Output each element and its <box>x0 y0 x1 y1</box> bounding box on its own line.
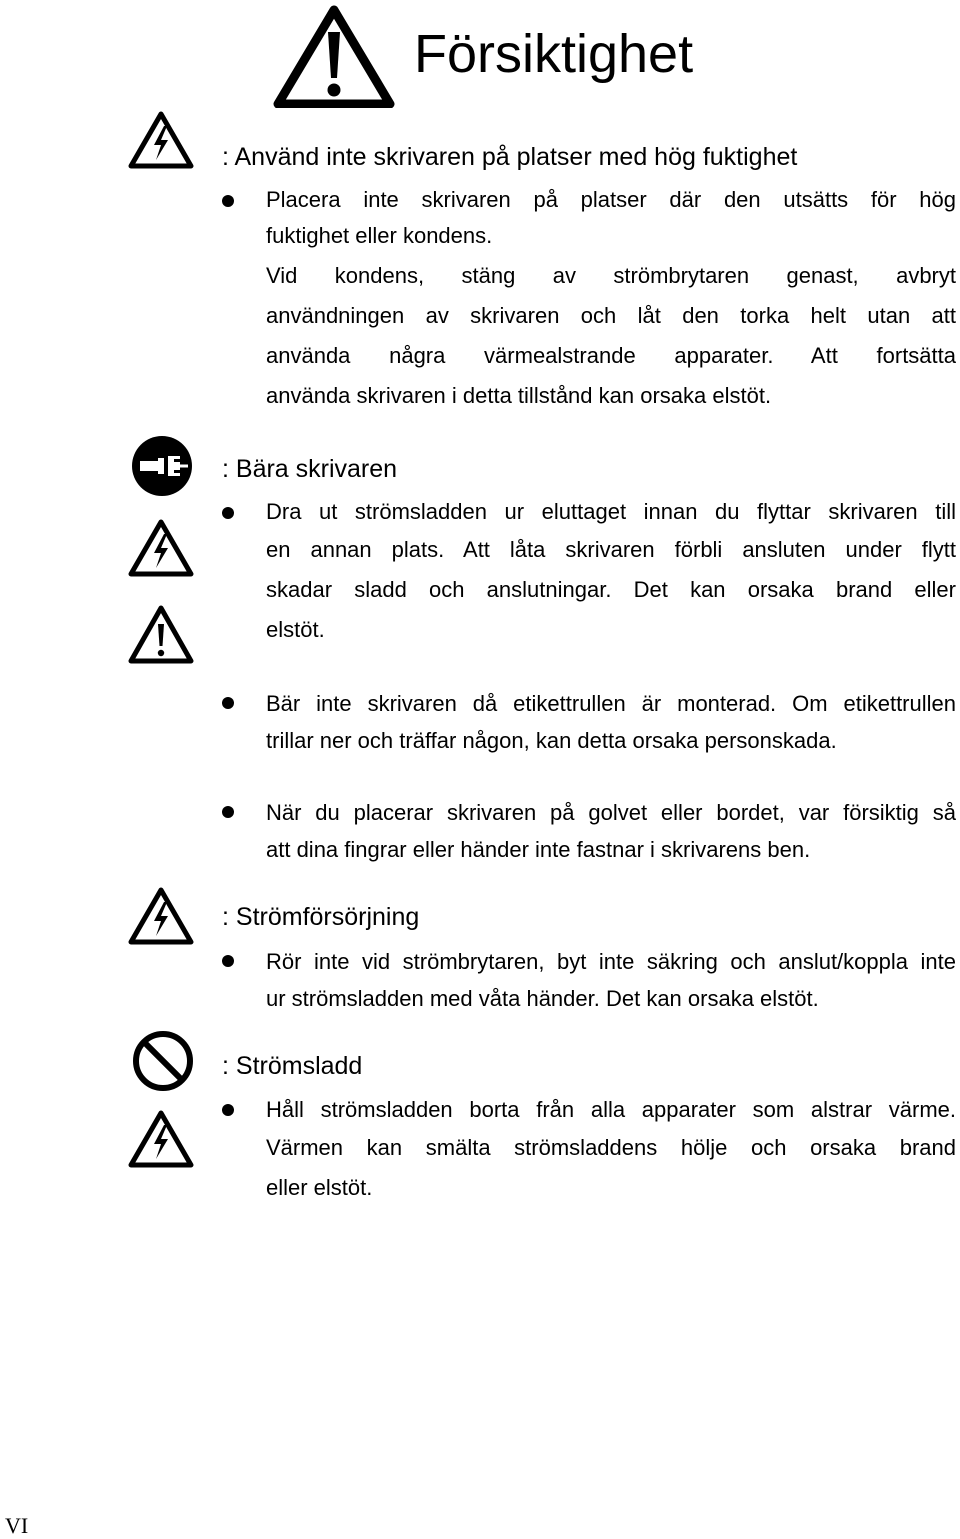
text-line: Värmen kan smälta strömsladdens hölje och orsaka brand <box>266 1135 956 1160</box>
title-warning-icon <box>273 4 395 108</box>
bullet <box>222 507 234 519</box>
section-heading-power-cord: : Strömsladd <box>222 1052 363 1080</box>
prohibition-icon <box>131 1029 195 1093</box>
unplug-power-cord-icon <box>130 434 194 498</box>
text-line: Håll strömsladden borta från alla apparater som alstrar värme. <box>266 1097 956 1122</box>
page-number: VI <box>5 1513 29 1538</box>
paragraph-placement <box>266 794 956 868</box>
page-title: Försiktighet <box>414 24 694 84</box>
text-line: trillar ner och träffar någon, kan detta orsaka personskada. <box>266 728 837 753</box>
text-line: använda några värmealstrande apparater. Att fortsätta <box>266 343 956 368</box>
text-line: Dra ut strömsladden ur eluttaget innan du flyttar skrivaren till <box>266 499 956 524</box>
section-heading-carrying: : Bära skrivaren <box>222 455 398 483</box>
text-line: Rör inte vid strömbrytaren, byt inte säkring och anslut/koppla inte <box>266 949 956 974</box>
section-heading-power-supply: : Strömförsörjning <box>222 903 420 931</box>
text-line: eller elstöt. <box>266 1175 373 1200</box>
text-line: Bär inte skrivaren då etikettrullen är monterad. Om etikettrullen <box>266 691 956 716</box>
bullet <box>222 1104 234 1116</box>
bullet <box>222 195 234 207</box>
text-line: ur strömsladden med våta händer. Det kan orsaka elstöt. <box>266 986 819 1011</box>
text-line: Vid kondens, stäng av strömbrytaren genast, avbryt <box>266 263 956 288</box>
text-line: en annan plats. Att låta skrivaren förbli ansluten under flytt <box>266 537 956 562</box>
paragraph-heat-sources <box>266 1091 956 1208</box>
electric-shock-warning-icon <box>127 886 195 946</box>
text-line: fuktighet eller kondens. <box>266 223 493 248</box>
text-line: När du placerar skrivaren på golvet eller bordet, var försiktig så <box>266 800 956 825</box>
bullet <box>222 806 234 818</box>
electric-shock-warning-icon <box>127 110 195 170</box>
paragraph-humidity <box>266 181 956 416</box>
electric-shock-warning-icon <box>127 1108 195 1170</box>
text-line: att dina fingrar eller händer inte fastnar i skrivarens ben. <box>266 837 811 862</box>
paragraph-wet-hands <box>266 943 956 1017</box>
section-heading-humidity: : Använd inte skrivaren på platser med hög fuktighet <box>222 143 798 171</box>
text-line: elstöt. <box>266 617 325 642</box>
text-line: använda skrivaren i detta tillstånd kan orsaka elstöt. <box>266 383 772 408</box>
paragraph-label-roll <box>266 685 956 759</box>
electric-shock-warning-icon <box>127 518 195 578</box>
text-line: användningen av skrivaren och låt den torka helt utan att <box>266 303 956 328</box>
general-warning-icon <box>127 604 195 666</box>
paragraph-unplug <box>266 493 956 650</box>
text-line: skadar sladd och anslutningar. Det kan orsaka brand eller <box>266 577 956 602</box>
text-line: Placera inte skrivaren på platser där den utsätts för hög <box>266 187 956 212</box>
bullet <box>222 697 234 709</box>
bullet <box>222 955 234 967</box>
